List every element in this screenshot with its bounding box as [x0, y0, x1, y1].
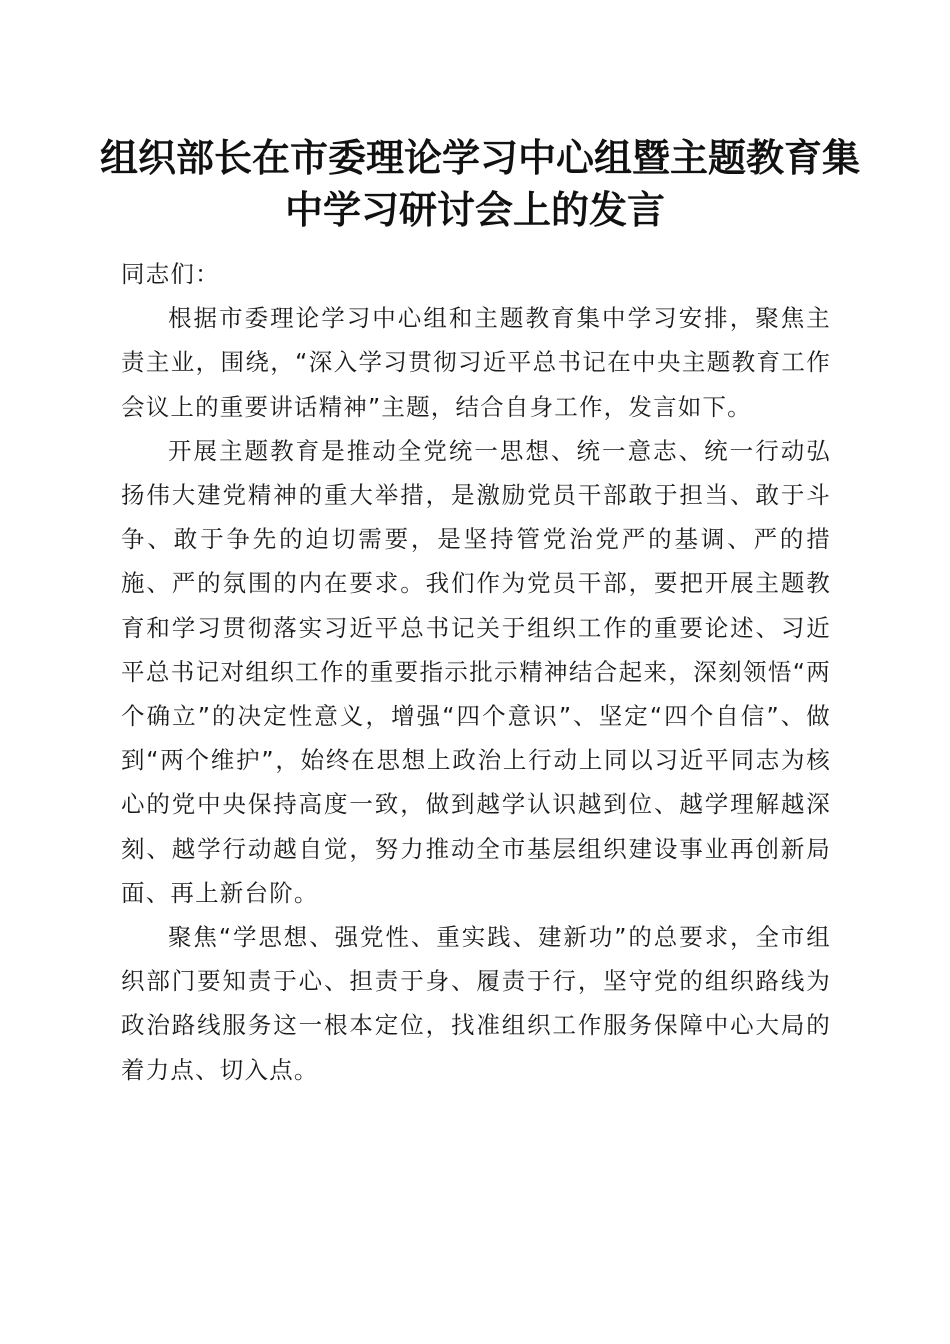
title-line-2: 中学习研讨会上的发言	[284, 187, 665, 232]
document-body	[121, 252, 831, 1092]
salutation: 同志们：	[121, 260, 220, 288]
paragraph-1: 根据市委理论学习中心组和主题教育集中学习安排，聚焦主责主业，围绕，“深入学习贯彻习近平总书记在中央主题教育工作会议上的重要讲话精神”主题，结合自身工作，发言如下。	[121, 304, 831, 421]
paragraph-3: 聚焦“学思想、强党性、重实践、建新功”的总要求，全市组织部门要知责于心、担责于身、履责于行，坚守党的组织路线为政治路线服务这一根本定位，找准组织工作服务保障中心大局的着力点、切入点。	[121, 923, 831, 1084]
title-line-1: 组织部长在市委理论学习中心组暨主题教育集	[100, 135, 861, 180]
paragraph-2: 开展主题教育是推动全党统一思想、统一意志、统一行动弘扬伟大建党精神的重大举措，是激励党员干部敢于担当、敢于斗争、敢于争先的迫切需要，是坚持管党治党严的基调、严的措施、严的氛围的内在要求。我们作为党员干部，要把开展主题教育和学习贯彻落实习近平总书记关于组织工作的重要论述、习近平总书记对组织工作的重要指示批示精神结合起来，深刻领悟“两个确立”的决定性意义，增强“四个意识”、坚定“四个自信”、做到“两个维护”，始终在思想上政治上行动上同以习近平同志为核心的党中央保持高度一致，做到越学认识越到位、越学理解越深刻、越学行动越自觉，努力推动全市基层组织建设事业再创新局面、再上新台阶。	[121, 436, 831, 907]
document-title	[100, 132, 861, 236]
